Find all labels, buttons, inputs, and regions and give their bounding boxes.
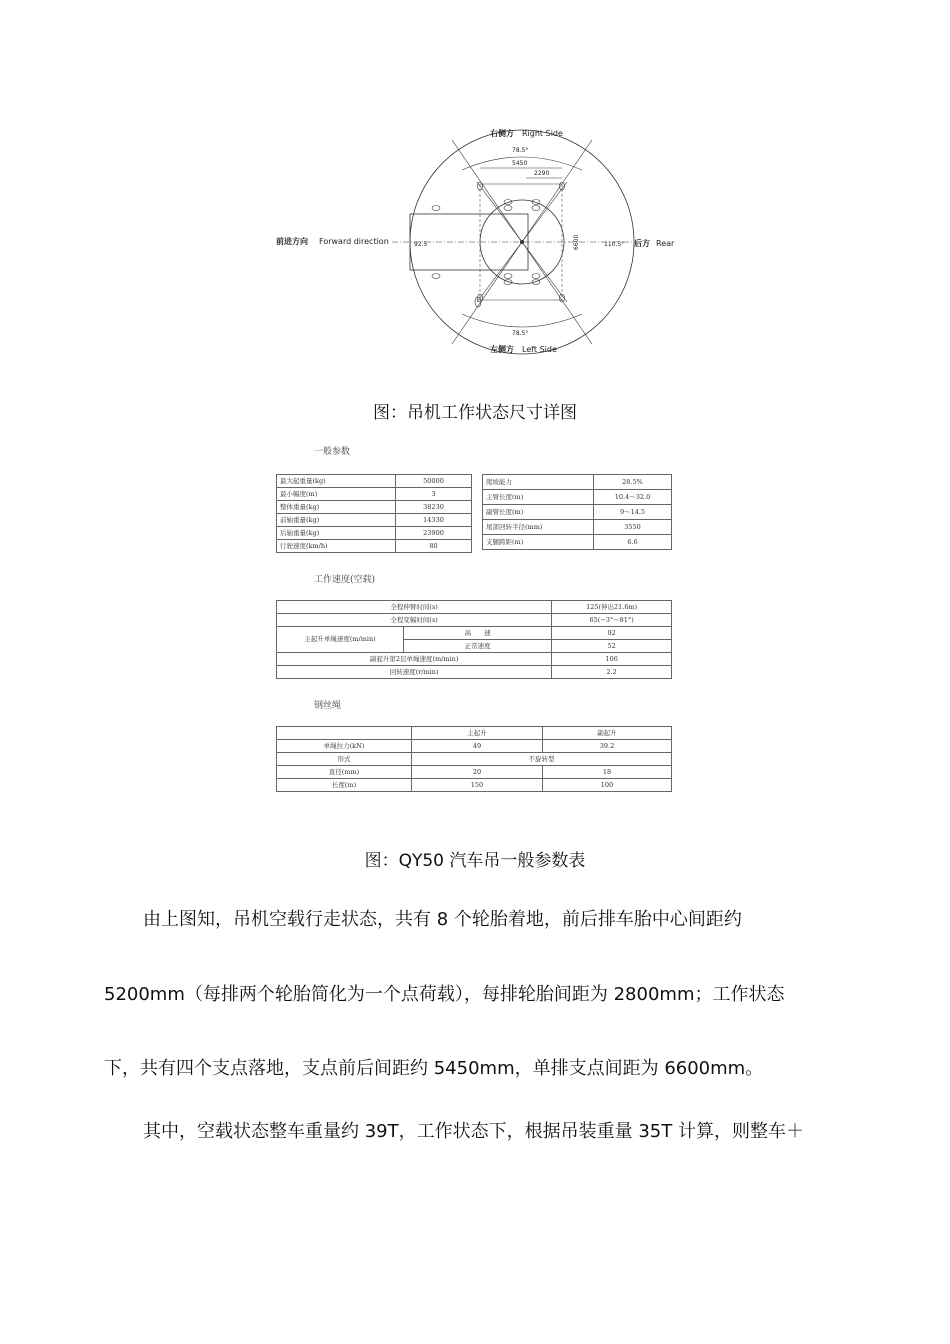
table-row: 主臂长度(m) 10.4～32.0 [483,490,672,505]
table-row: 尾部回转半径(mm) 3550 [483,520,672,535]
parameter-tables [276,444,672,792]
right-side-cn: 右侧方 [490,129,514,138]
paragraph-2-line-1: 其中，空载状态整车重量约 39T，工作状态下，根据吊装重量 35T 计算，则整车＋ [143,1121,804,1142]
general-params-title: 一般参数 [314,447,351,457]
dim-6600: 6600 [573,234,580,250]
table-row: 前轴重量(kg) 14330 [277,514,472,527]
speed-table [276,600,672,679]
table-row: 形式 不旋转型 [277,753,672,766]
table-row: 全程变幅时间(s) 65(−3°～81°) [277,614,672,627]
table-row: 副起升第2层单绳速度(m/min) 106 [277,653,672,666]
right-side-en: Right Side [522,129,563,138]
rope-title: 钢丝绳 [314,701,342,711]
table-row: 支腿跨距(m) 6.6 [483,535,672,550]
angle-front: 92.5 [414,241,428,248]
caption-params: 图：QY50 汽车吊一般参数表 [364,851,586,871]
dim-5450: 5450 [512,160,528,167]
table-row: 单绳拉力(kN) 49 39.2 [277,740,672,753]
table-row: 主起升单绳速度(m/min) 高 速 92 [277,627,672,640]
speed-title: 工作速度(空载) [314,575,376,585]
angle-rear: 110.5° [604,241,625,248]
angle-top: 78.5° [512,147,529,154]
table-row: 直径(mm) 20 18 [277,766,672,779]
diagram-svg [272,122,678,358]
table-row: 主起升 副起升 [277,727,672,740]
table-row: 正常速度 52 [277,640,672,653]
crane-dimension-diagram [272,122,678,358]
dim-2290: 2290 [534,170,550,177]
caption-diagram: 图：吊机工作状态尺寸详图 [373,403,577,423]
general-params-right-table [482,474,672,550]
left-side-cn: 左侧方 [490,345,514,354]
left-side-en: Left Side [522,345,557,354]
table-row: 回转速度(r/min) 2.2 [277,666,672,679]
table-row: 后轴重量(kg) 23900 [277,527,472,540]
table-row: 长度(m) 150 100 [277,779,672,792]
forward-en: Forward direction [319,237,389,246]
table-row: 全程伸臂时间(s) 125(伸出21.6m) [277,601,672,614]
rear-en: Rear [656,239,675,248]
table-row: 爬坡能力 28.5% [483,475,672,490]
table-row: 副臂长度(m) 9～14.5 [483,505,672,520]
angle-bottom: 78.5° [512,330,529,337]
table-row: 最小幅度(m) 3 [277,488,472,501]
paragraph-1-line-3: 下，共有四个支点落地，支点前后间距约 5450mm，单排支点间距为 6600mm。 [104,1058,764,1079]
paragraph-1-line-1: 由上图知，吊机空载行走状态，共有 8 个轮胎着地，前后排车胎中心间距约 [143,909,742,930]
rear-cn: 后方 [634,239,650,248]
table-row: 行驶速度(km/h) 80 [277,540,472,553]
table-row: 最大起重量(kg) 50000 [277,475,472,488]
paragraph-1-line-2: 5200mm（每排两个轮胎简化为一个点荷载），每排轮胎间距为 2800mm；工作状态 [104,984,785,1005]
table-row: 整体重量(kg) 38230 [277,501,472,514]
general-params-left-table [276,474,472,553]
forward-cn: 前进方向 [276,237,308,246]
wire-rope-table [276,726,672,792]
